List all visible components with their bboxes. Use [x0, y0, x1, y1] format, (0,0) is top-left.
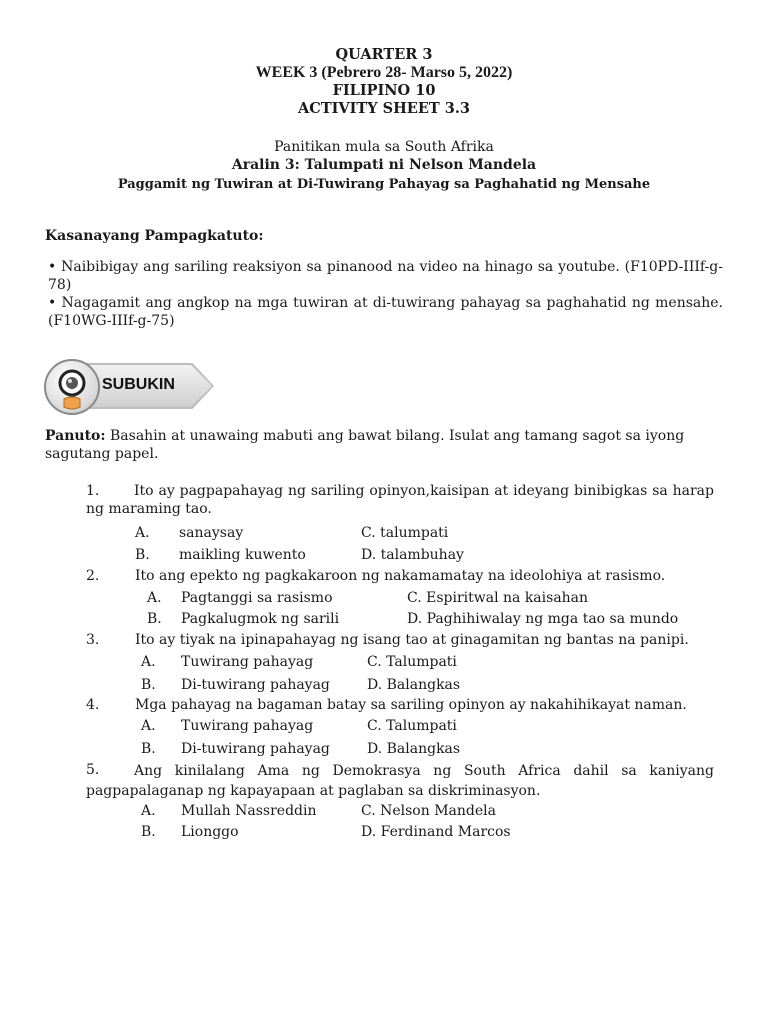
option-b: Lionggo — [181, 824, 239, 840]
option-a-letter: A. — [141, 718, 156, 734]
question-number: 4. — [86, 697, 100, 713]
literature-line: Panitikan mula sa South Afrika — [274, 139, 494, 155]
competency-list — [48, 258, 723, 330]
option-d: D. Ferdinand Marcos — [361, 824, 511, 840]
question-text: Ito ang epekto ng pagkakaroon ng nakamamatay na ideolohiya at rasismo. — [135, 568, 666, 584]
competency-heading: Kasanayang Pampagkatuto: — [45, 228, 264, 244]
option-a: Mullah Nassreddin — [181, 803, 317, 819]
competency-item: • Naibibigay ang sariling reaksiyon sa pinanood na video na hinago sa youtube. (F10PD-IIIf-g-78) — [48, 259, 723, 293]
option-a: Pagtanggi sa rasismo — [181, 590, 333, 606]
option-a-letter: A. — [135, 525, 150, 541]
option-a-letter: A. — [141, 803, 156, 819]
instructions-text: Basahin at unawaing mabuti ang bawat bilang. Isulat ang tamang sagot sa iyong sagutang papel. — [45, 428, 685, 462]
option-a: Tuwirang pahayag — [181, 718, 314, 734]
option-b: Di-tuwirang pahayag — [181, 741, 330, 757]
option-b-letter: B. — [135, 547, 150, 563]
option-b-letter: B. — [141, 677, 156, 693]
badge-label: SUBUKIN — [102, 376, 175, 393]
option-c: C. Talumpati — [367, 718, 457, 734]
option-d: D. Paghihiwalay ng mga tao sa mundo — [407, 611, 679, 627]
question-number: 2. — [86, 568, 100, 584]
question-number: 1. — [86, 483, 100, 499]
question-number: 5. — [86, 762, 100, 778]
subject-title: FILIPINO 10 — [332, 82, 436, 99]
option-b-letter: B. — [141, 824, 156, 840]
lesson-topic: Paggamit ng Tuwiran at Di-Tuwirang Pahayag sa Paghahatid ng Mensahe — [117, 177, 651, 192]
option-b-letter: B. — [141, 741, 156, 757]
option-a: Tuwirang pahayag — [181, 654, 314, 670]
option-a-letter: A. — [147, 590, 162, 606]
option-d: D. Balangkas — [367, 741, 461, 757]
question-text: Ang kinilalang Ama ng Demokrasya ng South Africa dahil sa kaniyang pagpapalaganap ng kapayapaan at paglaban sa diskriminasyon. — [86, 763, 714, 799]
option-b-letter: B. — [147, 611, 162, 627]
instructions — [45, 427, 717, 463]
question-text: Ito ay tiyak na ipinapahayag ng isang tao at ginagamitan ng bantas na panipi. — [135, 632, 689, 648]
option-c: C. Talumpati — [367, 654, 457, 670]
competency-item: • Nagagamit ang angkop na mga tuwiran at di-tuwirang pahayag sa paghahatid ng mensahe. (F10WG-IIIf-g-75) — [48, 295, 723, 329]
option-d: D. talambuhay — [361, 547, 464, 563]
option-a-letter: A. — [141, 654, 156, 670]
quarter-title: QUARTER 3 — [335, 46, 433, 63]
option-c: C. Nelson Mandela — [361, 803, 496, 819]
option-b: Pagkalugmok ng sarili — [181, 611, 340, 627]
lesson-header — [0, 138, 768, 194]
option-c: C. talumpati — [361, 525, 449, 541]
option-d: D. Balangkas — [367, 677, 461, 693]
question-number: 3. — [86, 632, 100, 648]
question-text: Ito ay pagpapahayag ng sariling opinyon,kaisipan at ideyang binibigkas sa harap ng maraming tao. — [86, 483, 714, 517]
magnifier-icon — [54, 367, 94, 411]
week-title: WEEK 3 (Pebrero 28- Marso 5, 2022) — [255, 64, 513, 81]
document-header — [0, 46, 768, 118]
option-c: C. Espiritwal na kaisahan — [407, 590, 589, 606]
activity-title: ACTIVITY SHEET 3.3 — [298, 100, 470, 117]
question-text: Mga pahayag na bagaman batay sa sariling opinyon ay nakahihikayat naman. — [135, 697, 687, 713]
subukin-badge — [42, 357, 217, 417]
instructions-label: Panuto: — [45, 428, 106, 444]
option-a: sanaysay — [179, 525, 244, 541]
lesson-title: Aralin 3: Talumpati ni Nelson Mandela — [231, 157, 537, 173]
option-b: Di-tuwirang pahayag — [181, 677, 330, 693]
option-b: maikling kuwento — [179, 547, 306, 563]
